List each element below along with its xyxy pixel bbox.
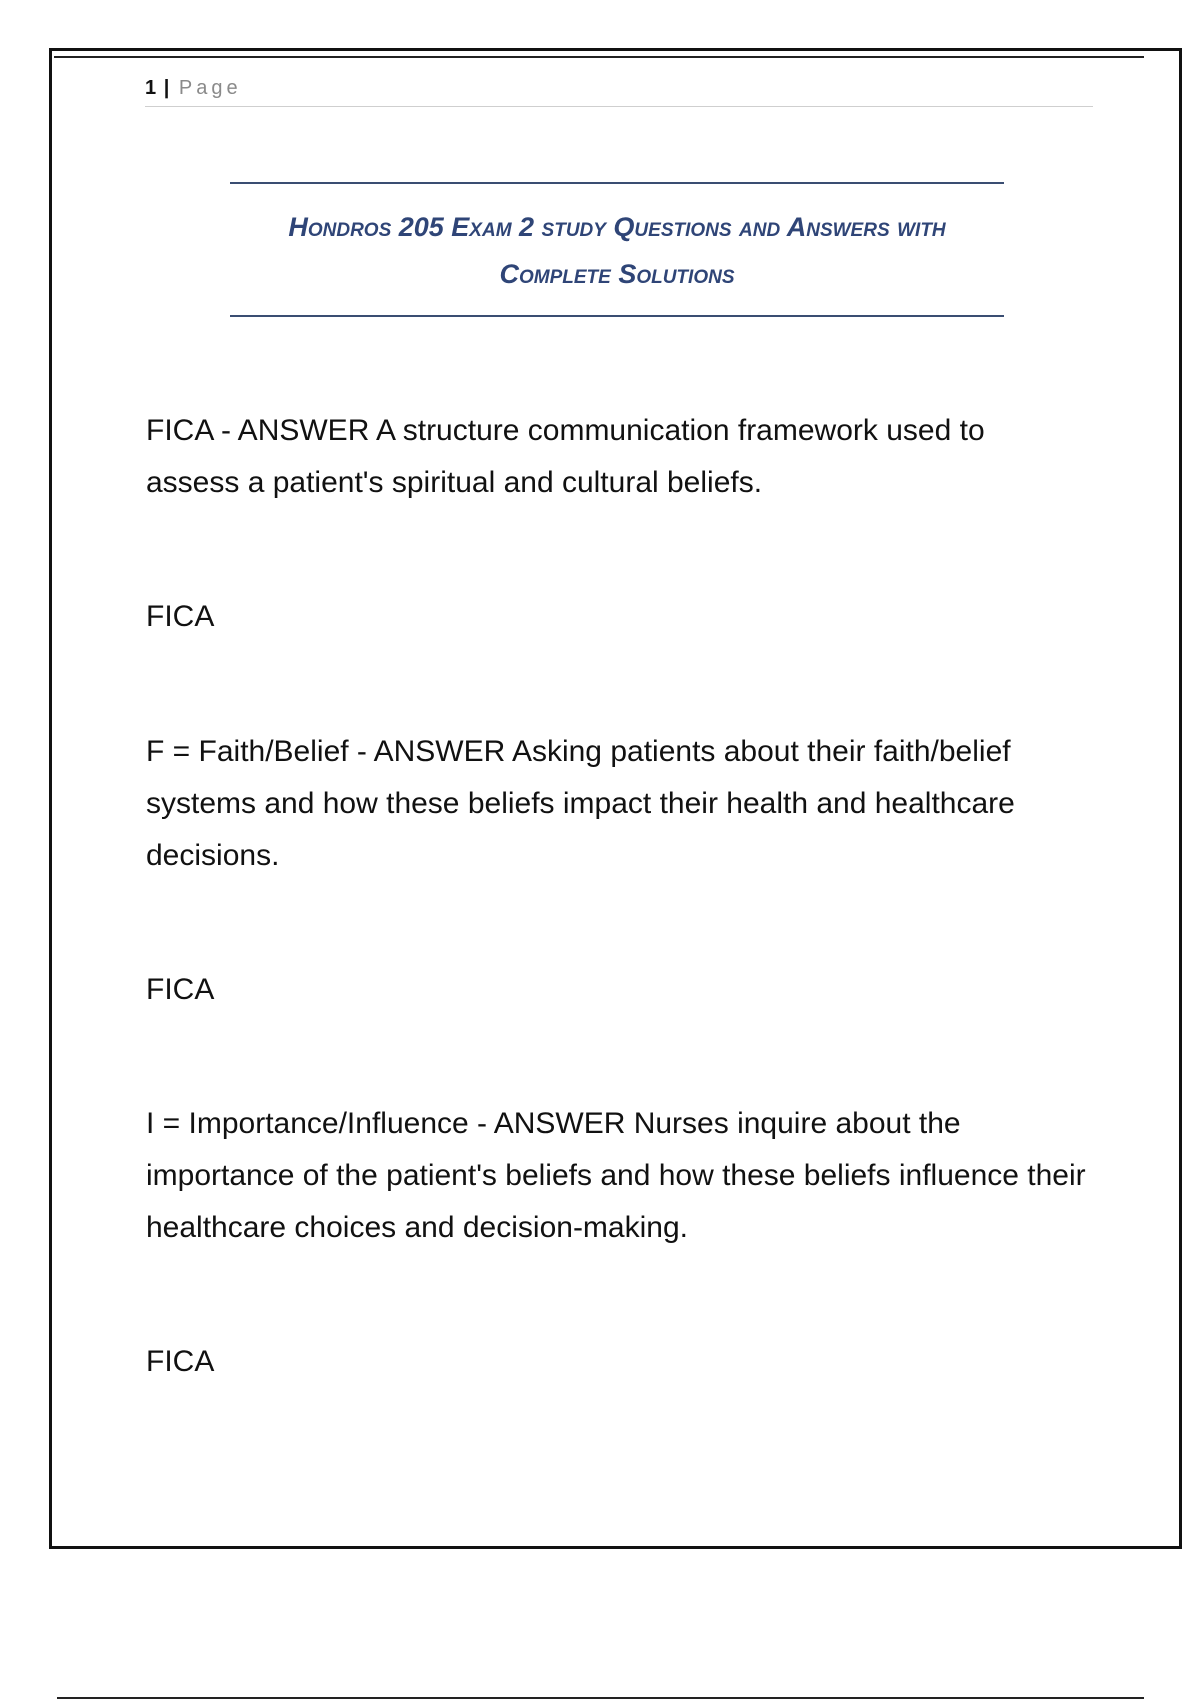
page-number: 1	[145, 77, 157, 99]
answer-fica-definition: FICA - ANSWER A structure communication framework used to assess a patient's spiritual and cultural beliefs.	[146, 414, 985, 499]
header-separator: |	[163, 77, 170, 99]
title-line-1: Hondros 205 Exam 2 study Questions and Answers with	[288, 212, 946, 242]
document-title	[230, 182, 1004, 317]
title-line-2: Complete Solutions	[499, 259, 735, 289]
page-label: Page	[178, 77, 242, 99]
question-fica-3: FICA	[146, 1345, 215, 1378]
question-fica-1: FICA	[146, 600, 215, 633]
answer-faith-belief: F = Faith/Belief - ANSWER Asking patients about their faith/belief systems and how these beliefs impact their health and healthcare decisions.	[146, 735, 1015, 872]
top-rule	[54, 56, 1144, 58]
question-fica-2: FICA	[146, 973, 215, 1006]
page-header	[145, 74, 1093, 107]
next-page-rule	[57, 1697, 1144, 1699]
answer-importance-influence: I = Importance/Influence - ANSWER Nurses inquire about the importance of the patient's beliefs and how these beliefs influence their healthcare choices and decision-making.	[146, 1107, 1086, 1244]
